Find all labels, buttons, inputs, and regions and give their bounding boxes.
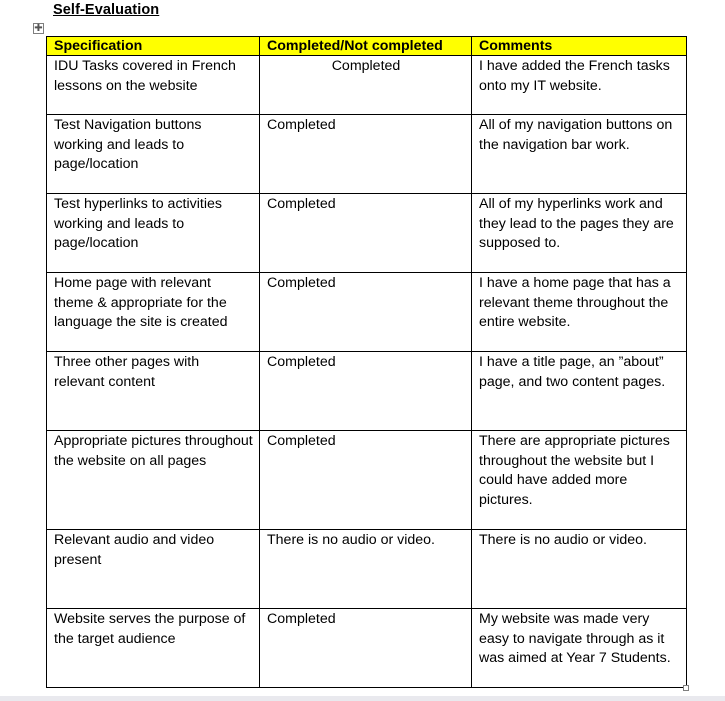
cell-comments: I have a home page that has a relevant theme throughout the entire website. (472, 273, 687, 352)
cell-comments: I have a title page, an ”about” page, and two content pages. (472, 352, 687, 431)
table-row (47, 431, 687, 530)
cell-comments: There are appropriate pictures throughout the website but I could have added more pictures. (472, 431, 687, 530)
table-row (47, 56, 687, 115)
table-row (47, 273, 687, 352)
cell-specification: Relevant audio and video present (47, 530, 260, 609)
cell-status: Completed (260, 431, 472, 530)
table-row (47, 352, 687, 431)
header-comments: Comments (472, 37, 687, 56)
table-row (47, 609, 687, 688)
cell-comments: All of my hyperlinks work and they lead to the pages they are supposed to. (472, 194, 687, 273)
cell-status: There is no audio or video. (260, 530, 472, 609)
cell-comments: I have added the French tasks onto my IT website. (472, 56, 687, 115)
cell-comments: There is no audio or video. (472, 530, 687, 609)
cell-status: Completed (260, 194, 472, 273)
cell-comments: All of my navigation buttons on the navigation bar work. (472, 115, 687, 194)
cell-specification: Test hyperlinks to activities working and leads to page/location (47, 194, 260, 273)
table-row (47, 530, 687, 609)
cell-status: Completed (260, 115, 472, 194)
header-specification: Specification (47, 37, 260, 56)
cell-specification: Appropriate pictures throughout the website on all pages (47, 431, 260, 530)
table-move-handle-icon[interactable]: ✚ (34, 23, 43, 34)
cell-specification: Home page with relevant theme & appropriate for the language the site is created (47, 273, 260, 352)
table-header-row (47, 37, 687, 56)
cell-specification: Test Navigation buttons working and leads to page/location (47, 115, 260, 194)
cell-specification: Three other pages with relevant content (47, 352, 260, 431)
cell-status: Completed (260, 56, 472, 115)
header-completed: Completed/Not completed (260, 37, 472, 56)
cell-status: Completed (260, 609, 472, 688)
table-row (47, 115, 687, 194)
page-bottom-edge (0, 696, 725, 701)
table-row (47, 194, 687, 273)
cell-specification: Website serves the purpose of the target audience (47, 609, 260, 688)
cell-comments: My website was made very easy to navigate through as it was aimed at Year 7 Students. (472, 609, 687, 688)
page-title: Self-Evaluation (53, 2, 160, 18)
self-evaluation-table (46, 36, 687, 688)
cell-status: Completed (260, 273, 472, 352)
cell-specification: IDU Tasks covered in French lessons on the website (47, 56, 260, 115)
table-resize-handle[interactable] (683, 685, 689, 691)
cell-status: Completed (260, 352, 472, 431)
